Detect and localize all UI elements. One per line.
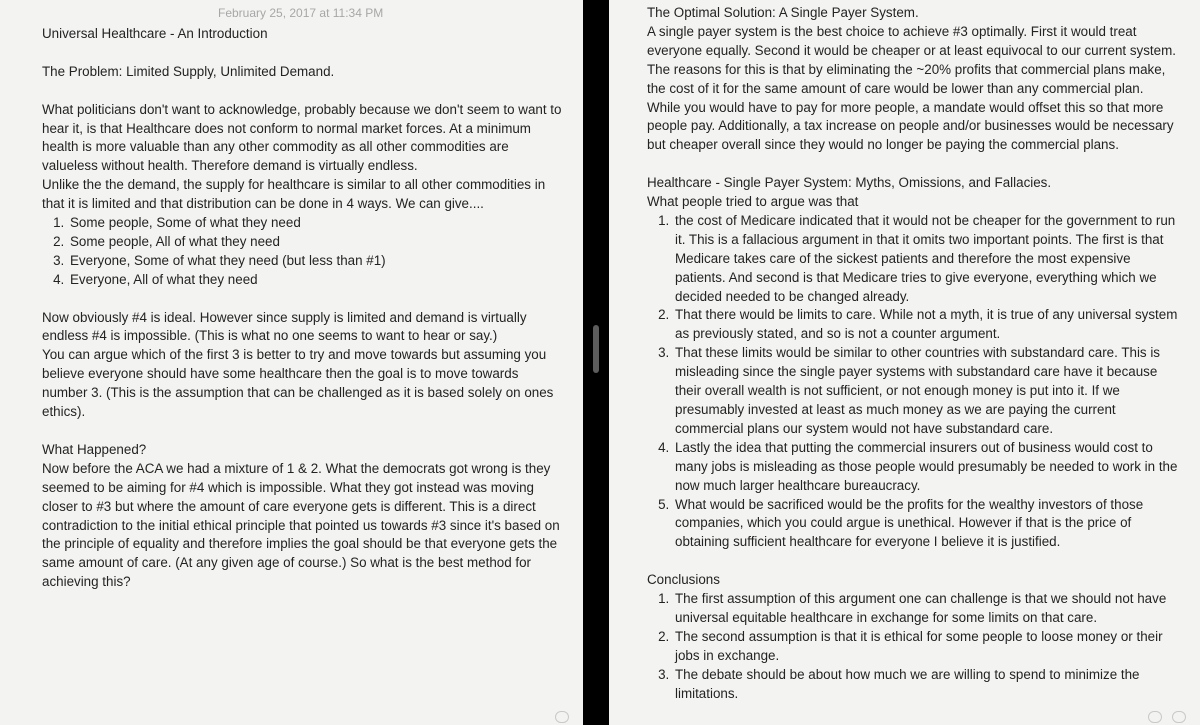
list-item: 2. Some people, All of what they need (68, 233, 563, 252)
problem-paragraph-1: What politicians don't want to acknowledge, probably because we don't seem to want to hear it, is that Healthcare does not conform to normal market forces. At a minimum health is more valuable than any other commodity as all other commodities are valueless without health. Therefore demand is virtually endless. (42, 101, 562, 174)
note-timestamp: February 25, 2017 at 11:34 PM (218, 6, 384, 20)
circle-icon (1148, 711, 1162, 723)
solution-heading: The Optimal Solution: A Single Payer System. (647, 5, 919, 20)
list-item: 3. That these limits would be similar to other countries with substandard care. This is misleading since the single payer systems with substandard care have it because their overall wealth is not sufficient, or not enough money is put into it. If we presumably invested at least as much money as we are paying the current commercial plans our system would not have substandard care. (673, 344, 1180, 439)
obvious-paragraph: Now obviously #4 is ideal. However since supply is limited and demand is virtually endless #4 is impossible. (This is what no one seems to want to hear or say.) (42, 309, 527, 344)
list-item: 3. The debate should be about how much we are willing to spend to minimize the limitations. (673, 666, 1180, 704)
list-item: 1. Some people, Some of what they need (68, 214, 563, 233)
problem-paragraph-2: Unlike the the demand, the supply for healthcare is similar to all other commodities in that it is limited and that distribution can be done in 4 ways. We can give.... (42, 177, 546, 212)
myths-heading: Healthcare - Single Payer System: Myths, Omissions, and Fallacies. (647, 175, 1052, 191)
solution-paragraph: A single payer system is the best choice to achieve #3 optimally. First it would treat everyone equally. Second it would be cheaper or at least equivocal to our current system. The reasons for this is that by eliminating the ~20% profits that commercial plans make, the cost of it for the same amount of care would be lower than any commercial plan. While you would have to pay for more people, a mandate would offset this so that more people pay. Additionally, a tax increase on people and/or businesses would be necessary but cheaper overall since they would no longer be paying the commercial plans. (647, 23, 1176, 153)
circle-icon (1172, 711, 1186, 723)
right-note-pane[interactable] (609, 0, 1200, 725)
right-corner-icons (1148, 711, 1186, 723)
problem-heading: The Problem: Limited Supply, Unlimited Demand. (42, 63, 335, 79)
left-note-body[interactable] (42, 25, 563, 592)
conclusions-list (647, 590, 1180, 703)
list-item: 5. What would be sacrificed would be the profits for the wealthy investors of those companies, which you could argue is unethical. However if that is the price of obtaining sufficient healthcare for everyone I believe it is justified. (673, 496, 1180, 553)
happened-heading: What Happened? (42, 441, 147, 457)
list-item: 4. Lastly the idea that putting the commercial insurers out of business would cost to many jobs is misleading as those people would presumably be needed to work in the now much larger healthcare bureaucracy. (673, 439, 1180, 496)
distribution-options-list (42, 214, 563, 290)
list-item: 4. Everyone, All of what they need (68, 271, 563, 290)
myths-intro: What people tried to argue was that (647, 194, 859, 210)
happened-paragraph: Now before the ACA we had a mixture of 1 & 2. What the democrats got wrong is they seemed to be aiming for #4 which is impossible. What they got instead was moving closer to #3 but where the amount of care everyone gets is different. This is a direct contradiction to the initial ethical principle that pointed us towards #3 since it's based on the principle of equality and therefore implies the goal should be that everyone gets the same amount of care. (At any given age of course.) So what is the best method for achieving this? (42, 460, 560, 590)
left-corner-icons (555, 711, 569, 723)
circle-icon (555, 711, 569, 723)
right-note-body[interactable] (647, 4, 1180, 704)
list-item: 3. Everyone, Some of what they need (but less than #1) (68, 252, 563, 271)
split-drag-handle[interactable] (593, 325, 599, 373)
myths-list (647, 212, 1180, 552)
list-item: 2. That there would be limits to care. While not a myth, it is true of any universal system as previously stated, and so is not a counter argument. (673, 306, 1180, 344)
list-item: 2. The second assumption is that it is ethical for some people to loose money or their jobs in exchange. (673, 628, 1180, 666)
list-item: 1. the cost of Medicare indicated that it would not be cheaper for the government to run it. This is a fallacious argument in that it omits two important points. The first is that Medicare takes care of the sickest patients and therefore the most expensive patients. And second is that Medicare tries to give everyone, everything which we decided needed to be changed already. (673, 212, 1180, 307)
argue-paragraph: You can argue which of the first 3 is better to try and move towards but assuming you believe everyone should have some healthcare then the goal is to move towards number 3. (This is the assumption that can be challenged as it is based solely on ones ethics). (42, 347, 554, 420)
left-note-pane[interactable] (0, 0, 583, 725)
list-item: 1. The first assumption of this argument one can challenge is that we should not have universal equitable healthcare in exchange for some limits on that care. (673, 590, 1180, 628)
conclusions-heading: Conclusions (647, 572, 720, 588)
note-title: Universal Healthcare - An Introduction (42, 26, 268, 41)
